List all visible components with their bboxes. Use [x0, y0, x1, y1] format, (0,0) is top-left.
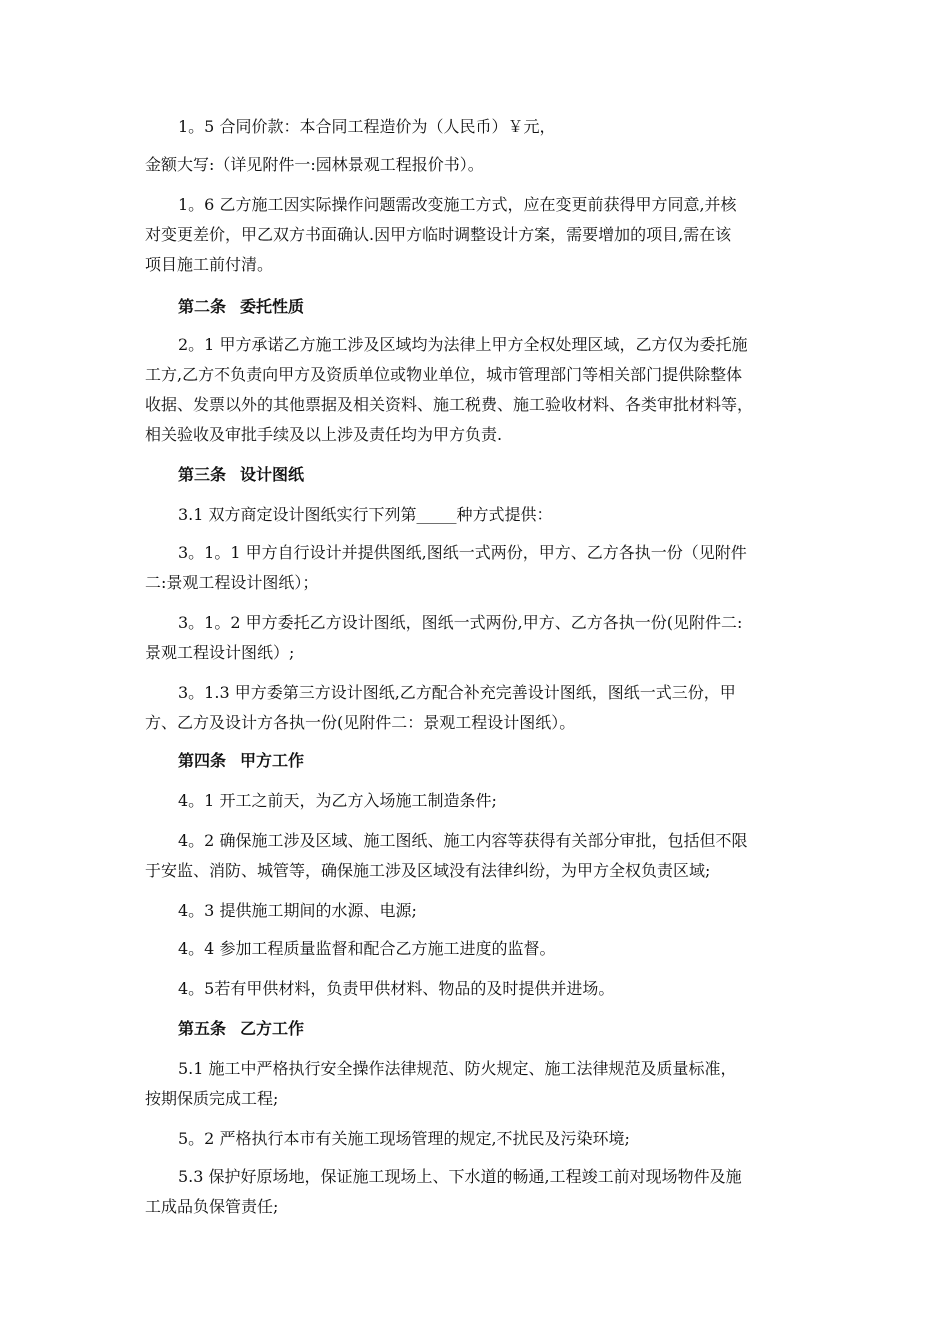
- text-line: 方、乙方及设计方各执一份(见附件二：景观工程设计图纸）。: [145, 713, 576, 732]
- clause-3-1: [145, 500, 805, 530]
- clause-3-1-3: [145, 678, 805, 738]
- clause-5-3: [145, 1162, 805, 1222]
- text-line: 4。1 开工之前天，为乙方入场施工制造条件;: [178, 791, 497, 810]
- article-number: 第三条: [178, 465, 227, 484]
- clause-4-2: [145, 826, 805, 886]
- text-line: 5.1 施工中严格执行安全操作法律规范、防火规定、施工法律规范及质量标准，: [178, 1059, 737, 1078]
- text-line: 4。3 提供施工期间的水源、电源;: [178, 901, 417, 920]
- text-line: 5。2 严格执行本市有关施工现场管理的规定,不扰民及污染环境;: [178, 1129, 630, 1148]
- article-3-heading: [145, 460, 805, 490]
- text-line: 景观工程设计图纸）;: [145, 643, 295, 662]
- text-line: 3。1。1 甲方自行设计并提供图纸,图纸一式两份，甲方、乙方各执一份（见附件: [178, 543, 747, 562]
- article-4-heading: [145, 746, 805, 776]
- text-line: 工成品负保管责任;: [145, 1197, 279, 1216]
- text-line: 相关验收及审批手续及以上涉及责任均为甲方负责.: [145, 425, 503, 444]
- text-line: 4。4 参加工程质量监督和配合乙方施工进度的监督。: [178, 939, 556, 958]
- text-line: 3。1。2 甲方委托乙方设计图纸，图纸一式两份,甲方、乙方各执一份(见附件二:: [178, 613, 743, 632]
- text-line: 于安监、消防、城管等，确保施工涉及区域没有法律纠纷，为甲方全权负责区域;: [145, 861, 711, 880]
- article-5-heading: [145, 1014, 805, 1044]
- clause-5-1: [145, 1054, 805, 1114]
- text-line: 收据、发票以外的其他票据及相关资料、施工税费、施工验收材料、各类审批材料等，: [145, 395, 754, 414]
- clause-3-1-2: [145, 608, 805, 668]
- article-title: 委托性质: [240, 297, 305, 316]
- article-title: 设计图纸: [240, 465, 305, 484]
- text-line: 5.3 保护好原场地，保证施工现场上、下水道的畅通,工程竣工前对现场物件及施: [178, 1167, 742, 1186]
- text-line: 金额大写:（详见附件一:园林景观工程报价书）。: [145, 155, 484, 174]
- clause-5-2: [145, 1124, 805, 1154]
- text-line: 1。6 乙方施工因实际操作问题需改变施工方式，应在变更前获得甲方同意,并核: [178, 195, 737, 214]
- article-number: 第五条: [178, 1019, 227, 1038]
- article-title: 甲方工作: [240, 751, 305, 770]
- clause-4-3: [145, 896, 805, 926]
- text-line: 3.1 双方商定设计图纸实行下列第_____种方式提供：: [178, 505, 553, 524]
- text-line: 4。2 确保施工涉及区域、施工图纸、施工内容等获得有关部分审批，包括但不限: [178, 831, 748, 850]
- text-line: 3。1.3 甲方委第三方设计图纸,乙方配合补充完善设计图纸，图纸一式三份，甲: [178, 683, 736, 702]
- article-number: 第二条: [178, 297, 227, 316]
- clause-4-4: [145, 934, 805, 964]
- clause-2-1: [145, 330, 805, 450]
- clause-4-5: [145, 974, 805, 1004]
- text-line: 2。1 甲方承诺乙方施工涉及区域均为法律上甲方全权处理区域，乙方仅为委托施: [178, 335, 748, 354]
- article-2-heading: [145, 292, 805, 322]
- text-line: 按期保质完成工程;: [145, 1089, 279, 1108]
- clause-1-6: [145, 190, 805, 280]
- clause-1-5-amount: [145, 150, 805, 180]
- clause-1-5: [145, 112, 805, 142]
- text-line: 二:景观工程设计图纸）；: [145, 573, 319, 592]
- article-title: 乙方工作: [240, 1019, 305, 1038]
- text-line: 工方,乙方不负责向甲方及资质单位或物业单位，城市管理部门等相关部门提供除整体: [145, 365, 743, 384]
- text-line: 1。5 合同价款：本合同工程造价为（人民币）￥元，: [178, 117, 556, 136]
- text-line: 对变更差价，甲乙双方书面确认.因甲方临时调整设计方案，需要增加的项目,需在该: [145, 225, 732, 244]
- article-number: 第四条: [178, 751, 227, 770]
- text-line: 4。5若有甲供材料，负责甲供材料、物品的及时提供并进场。: [178, 979, 615, 998]
- text-line: 项目施工前付清。: [145, 255, 274, 274]
- clause-4-1: [145, 786, 805, 816]
- clause-3-1-1: [145, 538, 805, 598]
